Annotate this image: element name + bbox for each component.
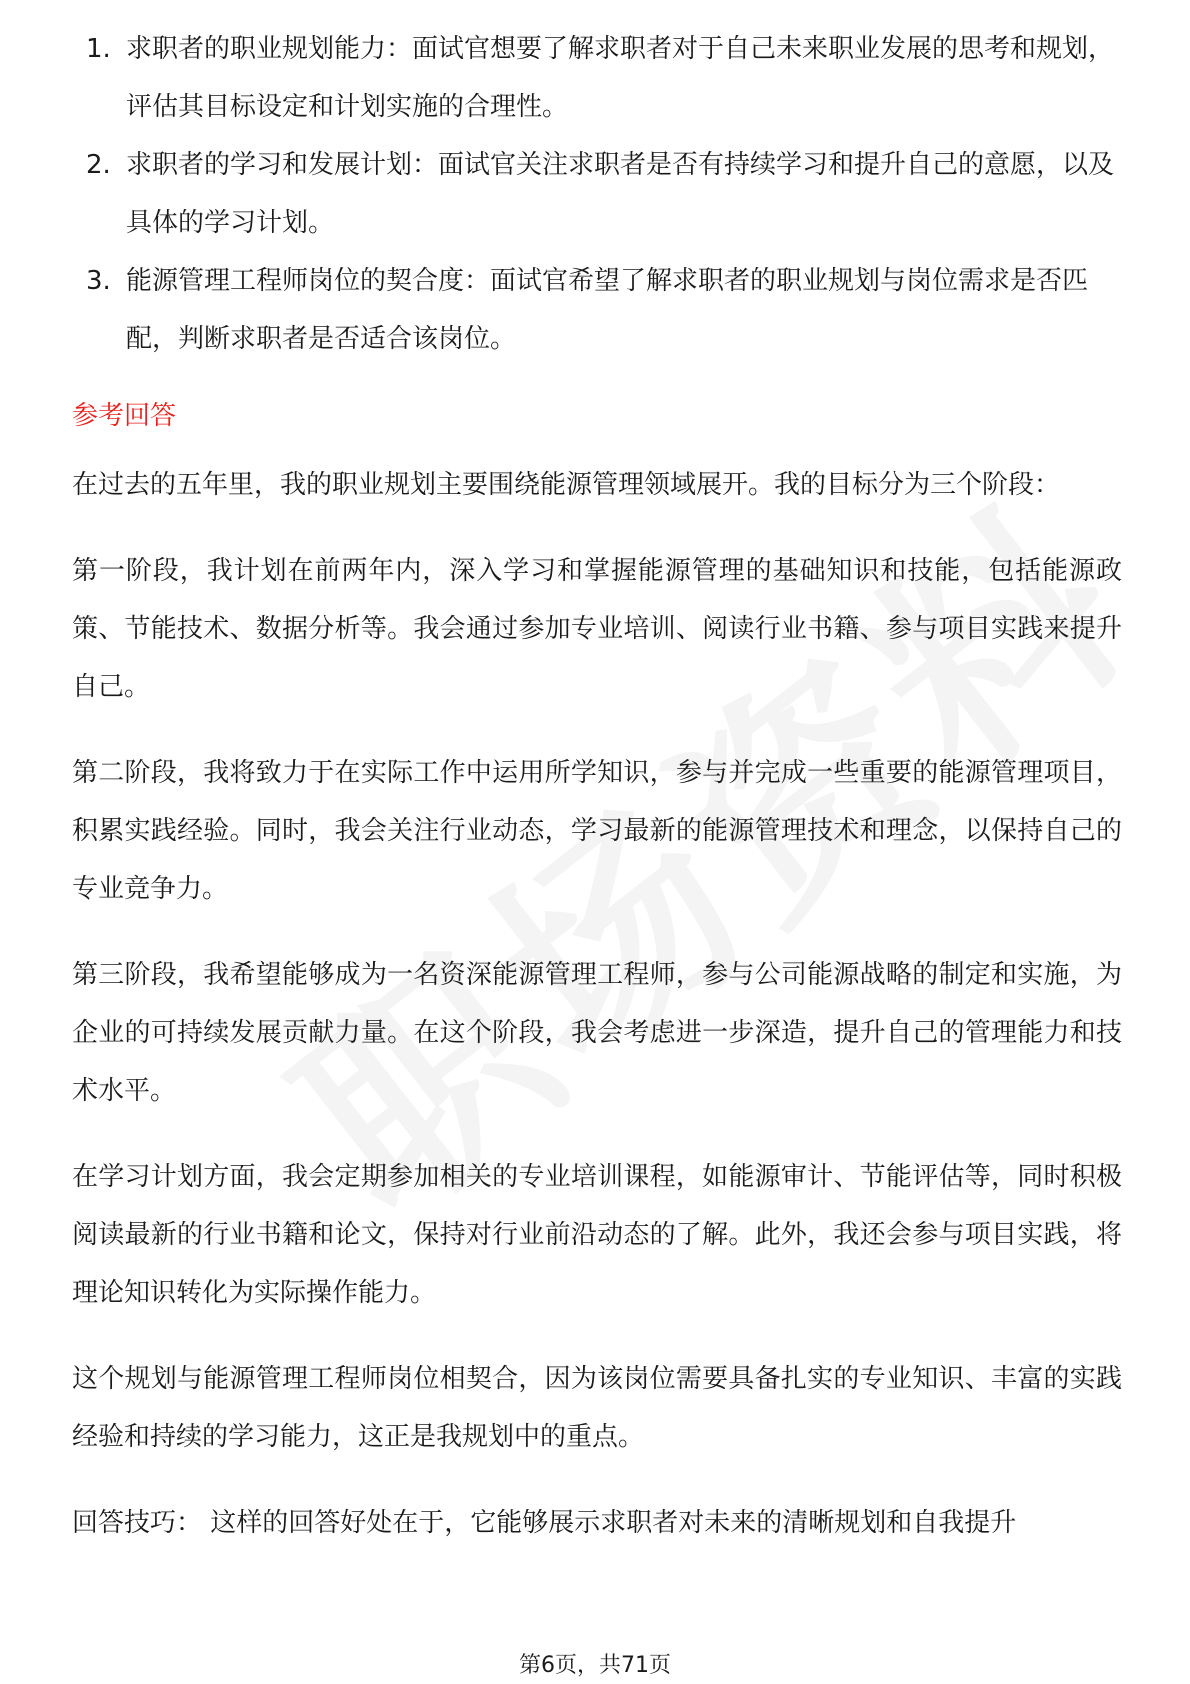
page-number-footer: 第6页，共71页 (519, 1653, 671, 1678)
list-item (72, 252, 1122, 368)
page-content (72, 30, 1122, 1580)
list-item-text: 求职者的职业规划能力：面试官想要了解求职者对于自己未来职业发展的思考和规划，评估其目标设定和计划实施的合理性。 (126, 34, 1115, 122)
list-item-number: 2. (86, 150, 111, 180)
answer-paragraph: 第一阶段，我计划在前两年内，深入学习和掌握能源管理的基础知识和技能，包括能源政策、节能技术、数据分析等。我会通过参加专业培训、阅读行业书籍、参与项目实践来提升自己。 (72, 556, 1122, 702)
list-item (72, 136, 1122, 252)
answer-paragraph: 第三阶段，我希望能够成为一名资深能源管理工程师，参与公司能源战略的制定和实施，为企业的可持续发展贡献力量。在这个阶段，我会考虑进一步深造，提升自己的管理能力和技术水平。 (72, 960, 1122, 1106)
list-item-number: 1. (86, 34, 111, 64)
answer-paragraph: 在过去的五年里，我的职业规划主要围绕能源管理领域展开。我的目标分为三个阶段： (72, 470, 1061, 500)
answer-tips-paragraph: 回答技巧： 这样的回答好处在于，它能够展示求职者对未来的清晰规划和自我提升 (72, 1508, 1017, 1538)
answer-paragraph: 这个规划与能源管理工程师岗位相契合，因为该岗位需要具备扎实的专业知识、丰富的实践经验和持续的学习能力，这正是我规划中的重点。 (72, 1364, 1122, 1452)
list-item-text: 能源管理工程师岗位的契合度：面试官希望了解求职者的职业规划与岗位需求是否匹配，判断求职者是否适合该岗位。 (126, 266, 1089, 354)
answer-heading: 参考回答 (72, 401, 177, 431)
list-item-text: 求职者的学习和发展计划：面试官关注求职者是否有持续学习和提升自己的意愿，以及具体的学习计划。 (126, 150, 1115, 238)
list-item (72, 20, 1122, 136)
consideration-list (72, 20, 1122, 368)
answer-paragraph: 在学习计划方面，我会定期参加相关的专业培训课程，如能源审计、节能评估等，同时积极阅读最新的行业书籍和论文，保持对行业前沿动态的了解。此外，我还会参与项目实践，将理论知识转化为实际操作能力。 (72, 1162, 1122, 1308)
answer-paragraph: 第二阶段，我将致力于在实际工作中运用所学知识，参与并完成一些重要的能源管理项目，积累实践经验。同时，我会关注行业动态，学习最新的能源管理技术和理念，以保持自己的专业竞争力。 (72, 758, 1122, 904)
list-item-number: 3. (86, 266, 111, 296)
